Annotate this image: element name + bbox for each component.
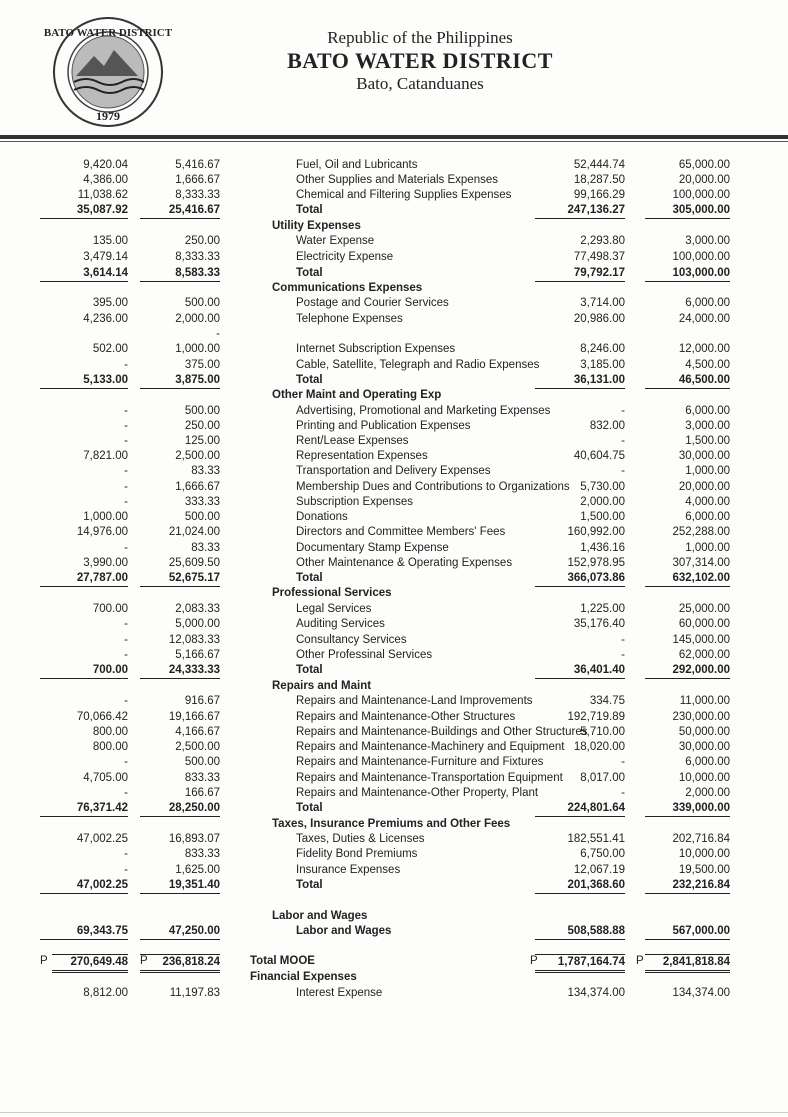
budget-year-proposal: 632,102.00 <box>645 571 730 587</box>
table-row <box>0 419 788 434</box>
prior-year-actual: - <box>124 542 128 554</box>
account-title: Insurance Expenses <box>296 864 401 876</box>
budget-year-proposal: 6,000.00 <box>685 756 730 768</box>
district-name: BATO WATER DISTRICT <box>287 48 553 73</box>
budget-year-proposal: 30,000.00 <box>678 450 730 462</box>
section-heading-row <box>0 679 788 694</box>
table-row <box>0 556 788 571</box>
budget-year-proposal: 3,000.00 <box>685 420 730 432</box>
budget-year-proposal: 30,000.00 <box>678 741 730 753</box>
prior-year-actual: 4,705.00 <box>83 772 128 784</box>
district-location: Bato, Catanduanes <box>356 74 484 93</box>
table-row <box>0 755 788 770</box>
account-title: Total MOOE <box>250 955 315 967</box>
section-heading-row <box>0 281 788 296</box>
prior-year-actual: - <box>124 481 128 493</box>
prior-year-actual: - <box>124 649 128 661</box>
account-title: Repairs and Maintenance-Furniture and Fixtures <box>296 756 544 768</box>
seal-year: 1979 <box>96 109 120 123</box>
prior-year-actual: - <box>124 864 128 876</box>
section-heading-row <box>0 909 788 924</box>
budget-year-proposal: 25,000.00 <box>678 603 730 615</box>
current-six-months: 8,333.33 <box>175 189 220 201</box>
section-heading-row <box>0 970 788 985</box>
account-title: Repairs and Maintenance-Transportation Equipment <box>296 772 563 784</box>
account-title: Repairs and Maintenance-Land Improvements <box>296 695 533 707</box>
table-row <box>0 924 788 939</box>
table-row <box>0 480 788 495</box>
prior-year-actual: 800.00 <box>92 741 128 753</box>
account-title: Other Professinal Services <box>296 649 433 661</box>
current-year-estimate: 3,714.00 <box>580 297 625 309</box>
total-row <box>0 266 788 281</box>
prior-year-actual: 9,420.04 <box>83 159 128 171</box>
current-six-months: 19,351.40 <box>140 878 220 894</box>
budget-year-proposal: 1,000.00 <box>685 542 730 554</box>
current-year-estimate: 182,551.41 <box>567 833 625 845</box>
current-six-months: 24,333.33 <box>140 663 220 679</box>
budget-year-proposal: 1,500.00 <box>685 435 730 447</box>
table-row <box>0 495 788 510</box>
current-year-estimate: 5,710.00 <box>580 726 625 738</box>
current-year-estimate: - <box>621 787 625 799</box>
current-year-estimate: 8,017.00 <box>580 772 625 784</box>
account-title: Donations <box>296 511 348 523</box>
republic-line: Republic of the Philippines <box>327 28 513 47</box>
current-six-months: - <box>216 328 220 340</box>
prior-year-actual: - <box>124 405 128 417</box>
account-title: Labor and Wages <box>272 910 368 922</box>
table-row <box>0 694 788 709</box>
current-six-months: 2,000.00 <box>175 313 220 325</box>
account-title: Total <box>296 374 323 386</box>
account-title: Auditing Services <box>296 618 385 630</box>
prior-year-actual: 47,002.25 <box>40 878 128 894</box>
prior-year-actual: 4,386.00 <box>83 174 128 186</box>
prior-year-actual: 47,002.25 <box>76 833 128 845</box>
header-rule-thin <box>0 141 788 142</box>
prior-year-actual: - <box>124 496 128 508</box>
current-six-months: 16,893.07 <box>168 833 220 845</box>
current-year-estimate: 36,131.00 <box>535 373 625 389</box>
current-six-months: 8,333.33 <box>175 251 220 263</box>
account-title: Repairs and Maintenance-Other Property, Plant <box>296 787 539 799</box>
current-six-months: 833.33 <box>184 848 220 860</box>
prior-year-actual: 502.00 <box>92 343 128 355</box>
table-row <box>0 188 788 203</box>
current-year-estimate: 334.75 <box>589 695 625 707</box>
prior-year-actual: 3,614.14 <box>40 266 128 282</box>
section-heading-row <box>0 219 788 234</box>
prior-year-actual: 5,133.00 <box>40 373 128 389</box>
prior-year-actual: 8,812.00 <box>83 987 128 999</box>
prior-year-actual: - <box>124 787 128 799</box>
current-year-estimate: 79,792.17 <box>535 266 625 282</box>
account-title: Labor and Wages <box>296 925 392 937</box>
current-six-months: 375.00 <box>184 359 220 371</box>
table-row <box>0 786 788 801</box>
current-six-months: 125.00 <box>184 435 220 447</box>
current-year-estimate: 77,498.37 <box>573 251 625 263</box>
table-row <box>0 312 788 327</box>
table-row <box>0 250 788 265</box>
budget-year-proposal: 307,314.00 <box>672 557 730 569</box>
current-year-estimate: - <box>621 405 625 417</box>
budget-year-proposal: 339,000.00 <box>645 801 730 817</box>
account-title: Representation Expenses <box>296 450 428 462</box>
table-row <box>0 633 788 648</box>
table-row <box>0 296 788 311</box>
budget-year-proposal: 100,000.00 <box>672 251 730 263</box>
current-year-estimate: 1,500.00 <box>580 511 625 523</box>
account-title: Total <box>296 267 323 279</box>
current-six-months: 4,166.67 <box>175 726 220 738</box>
account-title: Total <box>296 572 323 584</box>
account-title: Repairs and Maint <box>272 680 372 692</box>
current-year-estimate: - <box>621 649 625 661</box>
current-six-months: 1,666.67 <box>175 481 220 493</box>
budget-year-proposal: 6,000.00 <box>685 405 730 417</box>
account-title: Professional Services <box>272 587 392 599</box>
current-six-months: 5,000.00 <box>175 618 220 630</box>
prior-year-actual: 700.00 <box>40 663 128 679</box>
table-row <box>0 525 788 540</box>
current-year-estimate: 1,436.16 <box>580 542 625 554</box>
table-row <box>0 404 788 419</box>
table-row <box>0 847 788 862</box>
current-year-estimate: - <box>621 465 625 477</box>
current-six-months: 500.00 <box>184 511 220 523</box>
current-year-estimate: 6,750.00 <box>580 848 625 860</box>
account-title: Water Expense <box>296 235 375 247</box>
current-year-estimate: 99,166.29 <box>573 189 625 201</box>
current-year-estimate: 832.00 <box>589 420 625 432</box>
current-year-estimate: 3,185.00 <box>580 359 625 371</box>
total-row <box>0 801 788 816</box>
peso-sign-p-current: P <box>140 955 148 967</box>
table-row <box>0 771 788 786</box>
prior-year-actual: 7,821.00 <box>83 450 128 462</box>
prior-year-actual: 35,087.92 <box>40 203 128 219</box>
budget-year-proposal: 62,000.00 <box>678 649 730 661</box>
current-six-months: 25,609.50 <box>168 557 220 569</box>
current-six-months: 25,416.67 <box>140 203 220 219</box>
current-six-months: 12,083.33 <box>168 634 220 646</box>
current-six-months: 500.00 <box>184 297 220 309</box>
budget-year-proposal: 2,841,818.84 <box>645 954 730 973</box>
account-title: Cable, Satellite, Telegraph and Radio Expenses <box>296 359 540 371</box>
account-title: Financial Expenses <box>250 971 357 983</box>
current-year-estimate: 247,136.27 <box>535 203 625 219</box>
account-title: Repairs and Maintenance-Buildings and Other Structures <box>296 726 588 738</box>
table-row <box>0 832 788 847</box>
current-six-months: 250.00 <box>184 420 220 432</box>
current-year-estimate: 18,020.00 <box>573 741 625 753</box>
prior-year-actual: 70,066.42 <box>76 711 128 723</box>
budget-year-proposal: 292,000.00 <box>645 663 730 679</box>
table-row <box>0 434 788 449</box>
table-row <box>0 449 788 464</box>
budget-year-proposal: 3,000.00 <box>685 235 730 247</box>
account-title: Legal Services <box>296 603 372 615</box>
page-bottom-line <box>0 1112 788 1113</box>
current-year-estimate: 1,787,164.74 <box>535 954 625 973</box>
current-six-months: 3,875.00 <box>140 373 220 389</box>
prior-year-actual: - <box>124 420 128 432</box>
current-year-estimate: 18,287.50 <box>573 174 625 186</box>
current-six-months: 5,416.67 <box>175 159 220 171</box>
budget-year-proposal: 305,000.00 <box>645 203 730 219</box>
budget-year-proposal: 230,000.00 <box>672 711 730 723</box>
current-six-months: 2,500.00 <box>175 450 220 462</box>
account-title: Total <box>296 802 323 814</box>
table-row <box>0 358 788 373</box>
prior-year-actual: 4,236.00 <box>83 313 128 325</box>
account-title: Directors and Committee Members' Fees <box>296 526 506 538</box>
budget-year-proposal: 6,000.00 <box>685 297 730 309</box>
account-title: Repairs and Maintenance-Other Structures <box>296 711 516 723</box>
budget-year-proposal: 10,000.00 <box>678 772 730 784</box>
table-row <box>0 510 788 525</box>
prior-year-actual: - <box>124 695 128 707</box>
budget-year-proposal: 202,716.84 <box>672 833 730 845</box>
table-row <box>0 464 788 479</box>
budget-year-proposal: 232,216.84 <box>645 878 730 894</box>
budget-year-proposal: 6,000.00 <box>685 511 730 523</box>
total-row <box>0 878 788 893</box>
budget-year-proposal: 46,500.00 <box>645 373 730 389</box>
budget-year-proposal: 145,000.00 <box>672 634 730 646</box>
current-year-estimate: 224,801.64 <box>535 801 625 817</box>
letterhead <box>0 0 788 150</box>
current-year-estimate: 1,225.00 <box>580 603 625 615</box>
budget-year-proposal: 11,000.00 <box>679 695 730 707</box>
account-title: Taxes, Insurance Premiums and Other Fees <box>272 818 511 830</box>
account-title: Communications Expenses <box>272 282 423 294</box>
table-row <box>0 710 788 725</box>
account-title: Printing and Publication Expenses <box>296 420 471 432</box>
budget-year-proposal: 1,000.00 <box>685 465 730 477</box>
budget-year-proposal: 10,000.00 <box>678 848 730 860</box>
current-year-estimate: 36,401.40 <box>535 663 625 679</box>
account-title: Other Maintenance & Operating Expenses <box>296 557 513 569</box>
account-title: Repairs and Maintenance-Machinery and Equipment <box>296 741 565 753</box>
current-year-estimate: 2,293.80 <box>580 235 625 247</box>
account-title: Total <box>296 204 323 216</box>
current-six-months: 916.67 <box>184 695 220 707</box>
section-heading-row <box>0 586 788 601</box>
prior-year-actual: - <box>124 756 128 768</box>
current-year-estimate: - <box>621 756 625 768</box>
current-six-months: 21,024.00 <box>168 526 220 538</box>
account-title: Subscription Expenses <box>296 496 413 508</box>
prior-year-actual: 11,038.62 <box>77 189 128 201</box>
budget-year-proposal: 103,000.00 <box>645 266 730 282</box>
account-title: Internet Subscription Expenses <box>296 343 456 355</box>
peso-sign-p-budget: P <box>636 955 644 967</box>
current-year-estimate: 35,176.40 <box>573 618 625 630</box>
prior-year-actual: 270,649.48 <box>52 954 128 973</box>
peso-sign-p-estimate: P <box>530 955 538 967</box>
total-row <box>0 571 788 586</box>
table-row <box>0 234 788 249</box>
current-year-estimate: 201,368.60 <box>535 878 625 894</box>
account-title: Other Maint and Operating Exp <box>272 389 442 401</box>
current-year-estimate: 5,730.00 <box>580 481 625 493</box>
current-six-months: 2,083.33 <box>175 603 220 615</box>
current-six-months: 500.00 <box>184 405 220 417</box>
section-heading-row <box>0 817 788 832</box>
current-six-months: 19,166.67 <box>168 711 220 723</box>
current-year-estimate: 20,986.00 <box>573 313 625 325</box>
current-year-estimate: 52,444.74 <box>573 159 625 171</box>
account-title: Chemical and Filtering Supplies Expenses <box>296 189 512 201</box>
prior-year-actual: 69,343.75 <box>40 924 128 940</box>
account-title: Postage and Courier Services <box>296 297 449 309</box>
prior-year-actual: 76,371.42 <box>40 801 128 817</box>
account-title: Interest Expense <box>296 987 383 999</box>
total-row <box>0 203 788 218</box>
peso-sign-p-prior: P <box>40 955 48 967</box>
header-rule-thick <box>0 135 788 139</box>
prior-year-actual: 3,479.14 <box>83 251 128 263</box>
budget-year-proposal: 252,288.00 <box>672 526 730 538</box>
prior-year-actual: - <box>124 634 128 646</box>
account-title: Membership Dues and Contributions to Organizations <box>296 481 570 493</box>
water-district-seal-icon <box>43 16 173 128</box>
total-row <box>0 373 788 388</box>
seal-text: BATO WATER DISTRICT <box>43 27 173 39</box>
current-six-months: 47,250.00 <box>140 924 220 940</box>
current-year-estimate: 152,978.95 <box>567 557 625 569</box>
current-year-estimate: 2,000.00 <box>580 496 625 508</box>
current-six-months: 2,500.00 <box>175 741 220 753</box>
account-title: Fuel, Oil and Lubricants <box>296 159 418 171</box>
prior-year-actual: 700.00 <box>92 603 128 615</box>
budget-year-proposal: 567,000.00 <box>645 924 730 940</box>
current-year-estimate: 40,604.75 <box>573 450 625 462</box>
table-row <box>0 986 788 1001</box>
account-title: Transportation and Delivery Expenses <box>296 465 491 477</box>
table-row <box>0 602 788 617</box>
budget-year-proposal: 12,000.00 <box>678 343 730 355</box>
budget-year-proposal: 50,000.00 <box>678 726 730 738</box>
current-year-estimate: 134,374.00 <box>567 987 625 999</box>
table-row <box>0 740 788 755</box>
current-year-estimate: 160,992.00 <box>567 526 625 538</box>
current-six-months: 8,583.33 <box>140 266 220 282</box>
current-year-estimate: 8,246.00 <box>580 343 625 355</box>
account-title: Electricity Expense <box>296 251 394 263</box>
budget-year-proposal: 4,500.00 <box>685 359 730 371</box>
account-title: Documentary Stamp Expense <box>296 542 449 554</box>
table-row <box>0 158 788 173</box>
table-row <box>0 617 788 632</box>
account-title: Advertising, Promotional and Marketing Expenses <box>296 405 551 417</box>
prior-year-actual: 3,990.00 <box>83 557 128 569</box>
account-title: Total <box>296 664 323 676</box>
current-six-months: 83.33 <box>191 542 220 554</box>
current-six-months: 52,675.17 <box>140 571 220 587</box>
current-six-months: 11,197.83 <box>169 987 220 999</box>
prior-year-actual: 27,787.00 <box>40 571 128 587</box>
current-six-months: 333.33 <box>184 496 220 508</box>
budget-year-proposal: 20,000.00 <box>678 481 730 493</box>
current-year-estimate: 12,067.19 <box>573 864 625 876</box>
budget-year-proposal: 2,000.00 <box>685 787 730 799</box>
section-heading-row <box>0 388 788 403</box>
account-title: Taxes, Duties & Licenses <box>296 833 425 845</box>
prior-year-actual: - <box>124 618 128 630</box>
table-row <box>0 863 788 878</box>
current-year-estimate: 508,588.88 <box>535 924 625 940</box>
current-six-months: 1,000.00 <box>175 343 220 355</box>
budget-year-proposal: 60,000.00 <box>678 618 730 630</box>
current-six-months: 28,250.00 <box>140 801 220 817</box>
table-row <box>0 173 788 188</box>
budget-year-proposal: 19,500.00 <box>678 864 730 876</box>
table-row <box>0 648 788 663</box>
table-row <box>0 954 788 969</box>
current-six-months: 1,666.67 <box>175 174 220 186</box>
budget-year-proposal: 65,000.00 <box>678 159 730 171</box>
prior-year-actual: - <box>124 435 128 447</box>
table-row <box>0 342 788 357</box>
table-row <box>0 327 788 342</box>
prior-year-actual: 14,976.00 <box>76 526 128 538</box>
budget-year-proposal: 100,000.00 <box>672 189 730 201</box>
account-title: Other Supplies and Materials Expenses <box>296 174 498 186</box>
current-year-estimate: - <box>621 435 625 447</box>
prior-year-actual: - <box>124 465 128 477</box>
prior-year-actual: - <box>124 359 128 371</box>
prior-year-actual: 800.00 <box>92 726 128 738</box>
current-year-estimate: 366,073.86 <box>535 571 625 587</box>
prior-year-actual: 135.00 <box>92 235 128 247</box>
prior-year-actual: 1,000.00 <box>83 511 128 523</box>
current-year-estimate: - <box>621 634 625 646</box>
budget-year-proposal: 20,000.00 <box>678 174 730 186</box>
current-year-estimate: 192,719.89 <box>567 711 625 723</box>
budget-year-proposal: 134,374.00 <box>672 987 730 999</box>
account-title: Fidelity Bond Premiums <box>296 848 418 860</box>
current-six-months: 500.00 <box>184 756 220 768</box>
table-row <box>0 541 788 556</box>
budget-year-proposal: 24,000.00 <box>678 313 730 325</box>
account-title: Total <box>296 879 323 891</box>
current-six-months: 250.00 <box>184 235 220 247</box>
current-six-months: 5,166.67 <box>175 649 220 661</box>
current-six-months: 833.33 <box>184 772 220 784</box>
prior-year-actual: - <box>124 848 128 860</box>
current-six-months: 166.67 <box>184 787 220 799</box>
account-title: Telephone Expenses <box>296 313 403 325</box>
current-six-months: 1,625.00 <box>175 864 220 876</box>
account-title: Utility Expenses <box>272 220 361 232</box>
budget-year-proposal: 4,000.00 <box>685 496 730 508</box>
account-title: Rent/Lease Expenses <box>296 435 409 447</box>
current-six-months: 236,818.24 <box>140 954 220 973</box>
account-title: Consultancy Services <box>296 634 407 646</box>
total-row <box>0 663 788 678</box>
prior-year-actual: 395.00 <box>92 297 128 309</box>
current-six-months: 83.33 <box>191 465 220 477</box>
table-row <box>0 725 788 740</box>
